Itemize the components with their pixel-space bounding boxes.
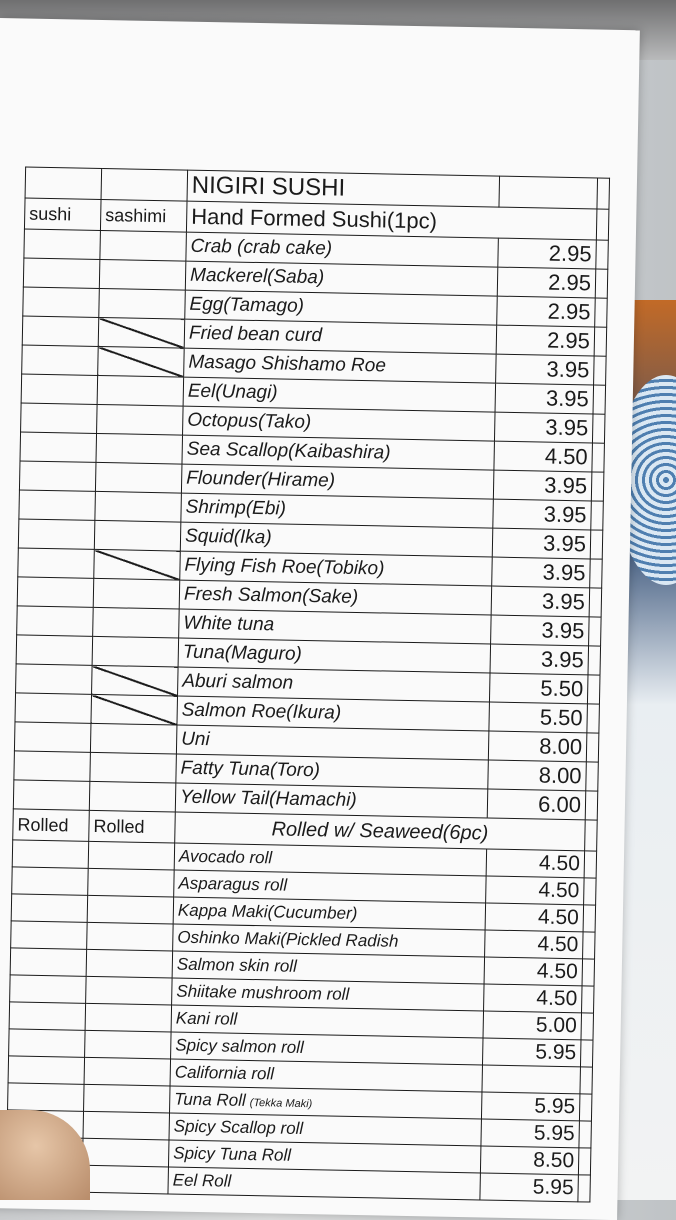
sushi-cell xyxy=(8,1083,85,1111)
item-name-text: Spicy Scallop roll xyxy=(173,1116,304,1139)
item-name: Flying Fish Roe(Tobiko) xyxy=(180,551,492,586)
sashimi-cell xyxy=(98,317,185,348)
item-price: 3.95 xyxy=(492,557,591,588)
item-name-text: Spicy salmon roll xyxy=(175,1035,304,1058)
row-edge xyxy=(590,530,603,559)
rolled-sashimi-label: Rolled xyxy=(89,810,176,843)
sushi-cell xyxy=(9,1002,86,1030)
row-edge xyxy=(596,240,609,269)
sashimi-cell xyxy=(82,1138,169,1167)
row-edge xyxy=(594,356,607,385)
sashimi-cell xyxy=(91,694,178,725)
row-edge xyxy=(582,959,595,986)
item-price: 4.50 xyxy=(485,930,584,959)
row-edge xyxy=(591,472,604,501)
item-price: 3.95 xyxy=(493,499,592,530)
item-price: 4.50 xyxy=(485,903,584,932)
sashimi-cell xyxy=(90,752,177,783)
item-name: Salmon Roe(Ikura) xyxy=(177,696,489,731)
sushi-cell xyxy=(11,921,88,949)
item-price: 5.95 xyxy=(481,1119,580,1148)
item-price: 3.95 xyxy=(491,615,590,646)
item-price: 3.95 xyxy=(491,586,590,617)
row-edge xyxy=(579,1094,592,1121)
menu-table xyxy=(5,167,610,1203)
sushi-cell xyxy=(9,1029,86,1057)
item-name: Mackerel(Saba) xyxy=(185,261,497,296)
sashimi-cell xyxy=(86,949,173,978)
sashimi-cell xyxy=(86,976,173,1005)
sushi-cell xyxy=(20,432,97,462)
row-edge xyxy=(588,646,601,675)
item-price: 8.50 xyxy=(480,1146,579,1175)
row-edge xyxy=(585,820,598,851)
row-edge xyxy=(581,1013,594,1040)
sashimi-cell xyxy=(96,433,183,464)
row-edge xyxy=(592,414,605,443)
sashimi-cell xyxy=(92,636,179,667)
sashimi-cell xyxy=(84,1084,171,1113)
sashimi-cell xyxy=(97,375,184,406)
row-edge xyxy=(578,1175,591,1202)
item-price: 3.95 xyxy=(492,528,591,559)
sashimi-cell xyxy=(84,1057,171,1086)
row-edge xyxy=(580,1040,593,1067)
row-edge xyxy=(594,327,607,356)
row-edge xyxy=(584,851,597,878)
sushi-cell xyxy=(10,948,87,976)
sashimi-cell xyxy=(89,781,176,812)
sushi-cell xyxy=(21,403,98,433)
sushi-cell xyxy=(16,664,93,694)
sushi-cell xyxy=(23,258,100,288)
item-price: 3.95 xyxy=(493,470,592,501)
row-edge xyxy=(582,986,595,1013)
row-edge xyxy=(591,501,604,530)
sushi-cell xyxy=(12,867,89,895)
item-name xyxy=(168,1167,480,1200)
item-name: Sea Scallop(Kaibashira) xyxy=(182,435,494,470)
item-price: 5.95 xyxy=(481,1092,580,1121)
item-price: 5.50 xyxy=(489,673,588,704)
item-price: 2.95 xyxy=(496,325,595,356)
row-edge xyxy=(583,932,596,959)
sashimi-cell xyxy=(88,868,175,897)
item-name-text: Salmon skin roll xyxy=(176,954,298,976)
sushi-cell xyxy=(8,1056,85,1084)
sushi-cell xyxy=(17,606,94,636)
item-name: Tuna(Maguro) xyxy=(178,638,490,673)
sashimi-cell xyxy=(93,578,180,609)
row-edge xyxy=(590,559,603,588)
row-edge xyxy=(579,1121,592,1148)
sushi-cell xyxy=(14,751,91,781)
sushi-cell xyxy=(22,345,99,375)
item-name: Shrimp(Ebi) xyxy=(181,493,493,528)
sashimi-cell xyxy=(93,607,180,638)
item-note: (Tekka Maki) xyxy=(249,1096,313,1111)
item-price xyxy=(482,1065,581,1094)
item-price: 4.50 xyxy=(494,441,593,472)
sashimi-cell xyxy=(83,1111,170,1140)
item-name-text: Oshinko Maki(Pickled Radish xyxy=(177,927,399,951)
item-price: 3.95 xyxy=(490,644,589,675)
item-price: 8.00 xyxy=(488,760,587,791)
sashimi-cell xyxy=(95,462,182,493)
sashimi-cell xyxy=(99,259,186,290)
sushi-cell xyxy=(10,975,87,1003)
item-price: 5.00 xyxy=(483,1011,582,1040)
item-name: Octopus(Tako) xyxy=(183,406,495,441)
sashimi-cell xyxy=(97,404,184,435)
item-price: 5.95 xyxy=(482,1038,581,1067)
sashimi-cell xyxy=(92,665,179,696)
item-name-text: Avocado roll xyxy=(178,846,273,868)
row-edge xyxy=(589,588,602,617)
item-price: 5.50 xyxy=(489,702,588,733)
sushi-cell xyxy=(19,490,96,520)
rolled-title: Rolled w/ Seaweed(6pc) xyxy=(175,812,586,851)
item-price: 3.95 xyxy=(496,354,595,385)
row-edge xyxy=(587,704,600,733)
menu-subtitle: Hand Formed Sushi(1pc) xyxy=(186,201,597,240)
sashimi-cell xyxy=(98,346,185,377)
sushi-cell xyxy=(18,519,95,549)
item-price: 3.95 xyxy=(494,412,593,443)
item-name: Fatty Tuna(Toro) xyxy=(176,754,488,789)
col-sashimi-label: sashimi xyxy=(100,199,187,232)
col-sushi-label: sushi xyxy=(24,198,101,230)
item-name: Fried bean curd xyxy=(184,319,496,354)
sashimi-cell xyxy=(85,1030,172,1059)
rolled-sushi-label: Rolled xyxy=(13,809,90,841)
sashimi-cell xyxy=(88,841,175,870)
sushi-cell xyxy=(14,722,91,752)
item-price: 4.50 xyxy=(484,957,583,986)
sashimi-cell xyxy=(87,895,174,924)
item-name: Flounder(Hirame) xyxy=(181,464,493,499)
sashimi-cell xyxy=(99,288,186,319)
row-edge xyxy=(585,791,598,820)
sushi-cell xyxy=(22,316,99,346)
sushi-cell xyxy=(23,287,100,317)
menu-sheet xyxy=(0,18,640,1220)
sushi-cell xyxy=(17,577,94,607)
sashimi-cell xyxy=(94,520,181,551)
item-name-text: Tuna Roll xyxy=(174,1089,246,1110)
item-price: 5.95 xyxy=(480,1173,579,1202)
item-price: 4.50 xyxy=(486,876,585,905)
item-name: Yellow Tail(Hamachi) xyxy=(175,783,487,818)
item-name: Eel(Unagi) xyxy=(183,377,495,412)
item-name: Uni xyxy=(176,725,488,760)
sushi-cell xyxy=(18,548,95,578)
item-name: White tuna xyxy=(179,609,491,644)
item-name: Fresh Salmon(Sake) xyxy=(179,580,491,615)
sushi-cell xyxy=(15,693,92,723)
item-price: 4.50 xyxy=(486,849,585,878)
item-name-text: Kappa Maki(Cucumber) xyxy=(177,900,358,924)
item-name: Crab (crab cake) xyxy=(186,232,498,267)
row-edge xyxy=(592,443,605,472)
sushi-cell xyxy=(13,780,90,810)
item-price: 2.95 xyxy=(497,296,596,327)
row-edge xyxy=(586,733,599,762)
row-edge xyxy=(587,675,600,704)
item-name: Egg(Tamago) xyxy=(185,290,497,325)
item-name: Squid(Ika) xyxy=(180,522,492,557)
sashimi-cell xyxy=(82,1165,169,1194)
sashimi-cell xyxy=(100,230,187,261)
sushi-cell xyxy=(24,229,101,259)
row-edge xyxy=(578,1148,591,1175)
row-edge xyxy=(593,385,606,414)
item-price: 3.95 xyxy=(495,383,594,414)
sushi-cell xyxy=(12,840,89,868)
item-price: 6.00 xyxy=(487,789,586,820)
sashimi-cell xyxy=(85,1003,172,1032)
sashimi-cell xyxy=(94,549,181,580)
item-name-text: Shiitake mushroom roll xyxy=(176,981,350,1004)
menu-title: NIGIRI SUSHI xyxy=(187,170,500,207)
item-name: Aburi salmon xyxy=(178,667,490,702)
row-edge xyxy=(586,762,599,791)
row-edge xyxy=(595,269,608,298)
item-name-text: California roll xyxy=(174,1062,275,1084)
sushi-cell xyxy=(11,894,88,922)
sashimi-cell xyxy=(90,723,177,754)
sashimi-cell xyxy=(87,922,174,951)
row-edge xyxy=(580,1067,593,1094)
item-name-text: Spicy Tuna Roll xyxy=(173,1143,292,1165)
row-edge xyxy=(584,878,597,905)
item-price: 2.95 xyxy=(497,267,596,298)
sushi-cell xyxy=(16,635,93,665)
row-edge xyxy=(595,298,608,327)
sushi-cell xyxy=(19,461,96,491)
row-edge xyxy=(583,905,596,932)
item-name-text: Asparagus roll xyxy=(178,873,288,895)
row-edge xyxy=(589,617,602,646)
item-name: Masago Shishamo Roe xyxy=(184,348,496,383)
item-price: 8.00 xyxy=(488,731,587,762)
item-name-text: Eel Roll xyxy=(172,1170,232,1191)
item-name-text: Kani roll xyxy=(175,1008,238,1029)
item-price: 2.95 xyxy=(498,238,597,269)
sushi-cell xyxy=(21,374,98,404)
sashimi-cell xyxy=(95,491,182,522)
item-price: 4.50 xyxy=(484,984,583,1013)
